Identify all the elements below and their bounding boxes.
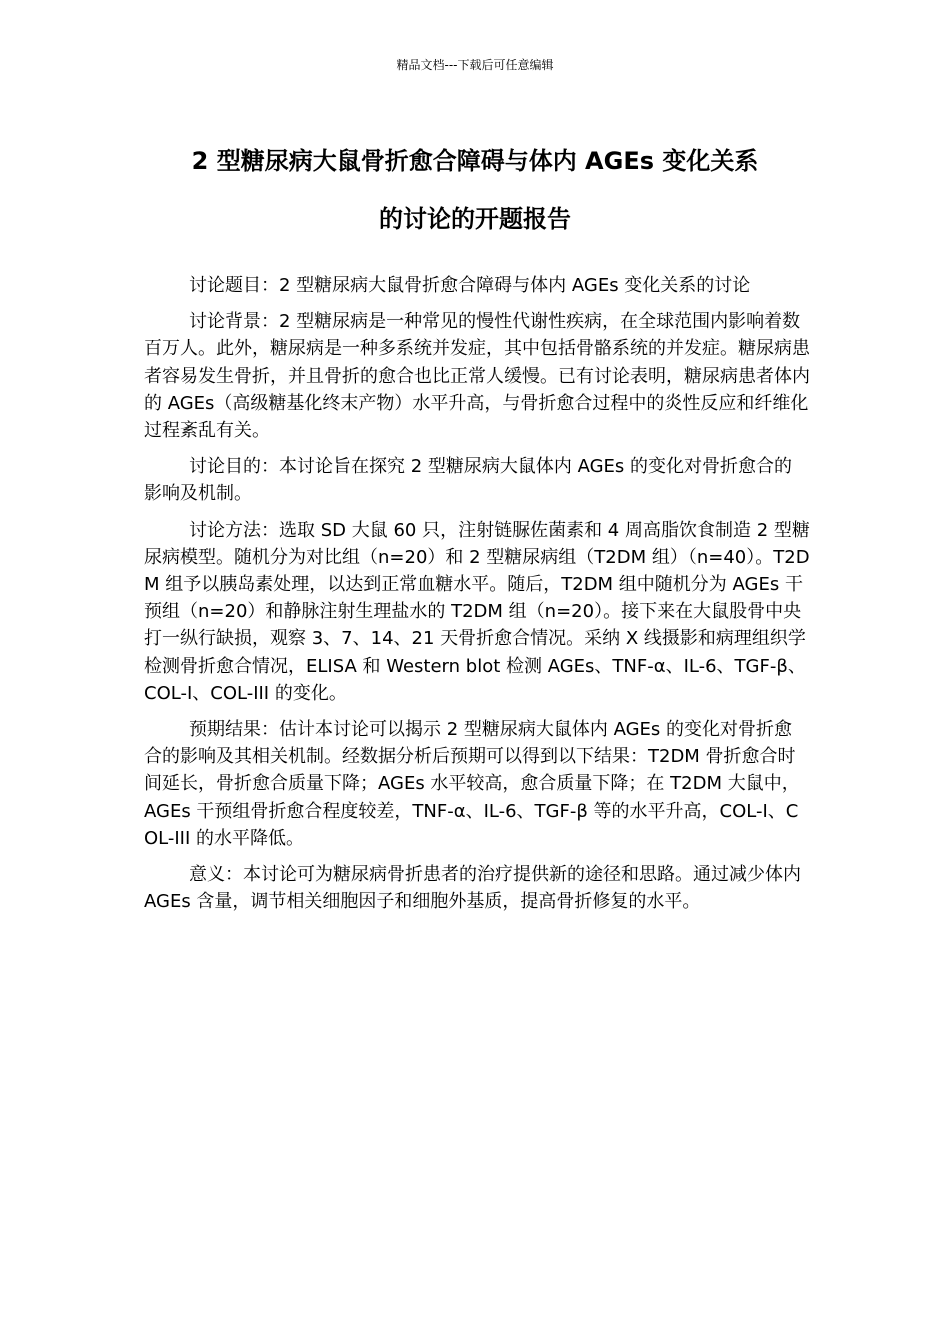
section-label: 预期结果： <box>189 719 279 741</box>
section-label: 讨论题目： <box>189 275 279 296</box>
section-label: 意义： <box>189 864 243 886</box>
section-text: 本讨论可为糖尿病骨折患者的治疗提供新的途径和思路。通过减少体内 AGEs 含量，调节相关细胞因子和细胞外基质，提高骨折修复的水平。 <box>144 864 801 913</box>
title-line-2: 的讨论的开题报告 <box>379 205 571 233</box>
document-body <box>144 272 810 924</box>
section-expected-results <box>144 716 810 852</box>
section-significance <box>144 861 810 915</box>
title-line-1: 2 型糖尿病大鼠骨折愈合障碍与体内 AGEs 变化关系 <box>191 147 759 175</box>
section-text: 2 型糖尿病大鼠骨折愈合障碍与体内 AGEs 变化关系的讨论 <box>279 275 751 296</box>
section-label: 讨论背景： <box>189 311 279 333</box>
document-title <box>120 132 830 248</box>
section-label: 讨论方法： <box>189 519 279 541</box>
section-methods <box>144 517 810 707</box>
section-text: 估计本讨论可以揭示 2 型糖尿病大鼠体内 AGEs 的变化对骨折愈合的影响及其相关机制。经数据分析后预期可以得到以下结果：T2DM 骨折愈合时间延长，骨折愈合质量下降；AGEs 水平较高，愈合质量下降；在 T2DM 大鼠中，AGEs 干预组骨折愈合程度较差，TNF-α、IL-6、TGF-β 等的水平升高，COL-I、COL-III 的水平降低。 <box>144 719 800 849</box>
section-text: 2 型糖尿病是一种常见的慢性代谢性疾病，在全球范围内影响着数百万人。此外，糖尿病是一种多系统并发症，其中包括骨骼系统的并发症。糖尿病患者容易发生骨折，并且骨折的愈合也比正常人缓慢。已有讨论表明，糖尿病患者体内的 AGEs（高级糖基化终末产物）水平升高，与骨折愈合过程中的炎性反应和纤维化过程紊乱有关。 <box>144 311 810 442</box>
section-topic <box>144 272 810 299</box>
section-label: 讨论目的： <box>189 456 279 478</box>
section-text: 选取 SD 大鼠 60 只，注射链脲佐菌素和 4 周高脂饮食制造 2 型糖尿病模型。随机分为对比组（n=20）和 2 型糖尿病组（T2DM 组）（n=40）。T2DM 组予以胰岛素处理，以达到正常血糖水平。随后，T2DM 组中随机分为 AGEs 干预组（n=20）和静脉注射生理盐水的 T2DM 组（n=20）。接下来在大鼠股骨中央打一纵行缺损，观察 3、7、14、21 天骨折愈合情况。采纳 X 线摄影和病理组织学检测骨折愈合情况，ELISA 和 Western blot 检测 AGEs、TNF-α、IL-6、TGF-β、COL-I、COL-III 的变化。 <box>144 519 810 704</box>
section-purpose <box>144 453 810 507</box>
section-text: 本讨论旨在探究 2 型糖尿病大鼠体内 AGEs 的变化对骨折愈合的影响及机制。 <box>144 456 793 505</box>
section-background <box>144 308 810 444</box>
header-note: 精品文档---下载后可任意编辑 <box>396 58 554 72</box>
